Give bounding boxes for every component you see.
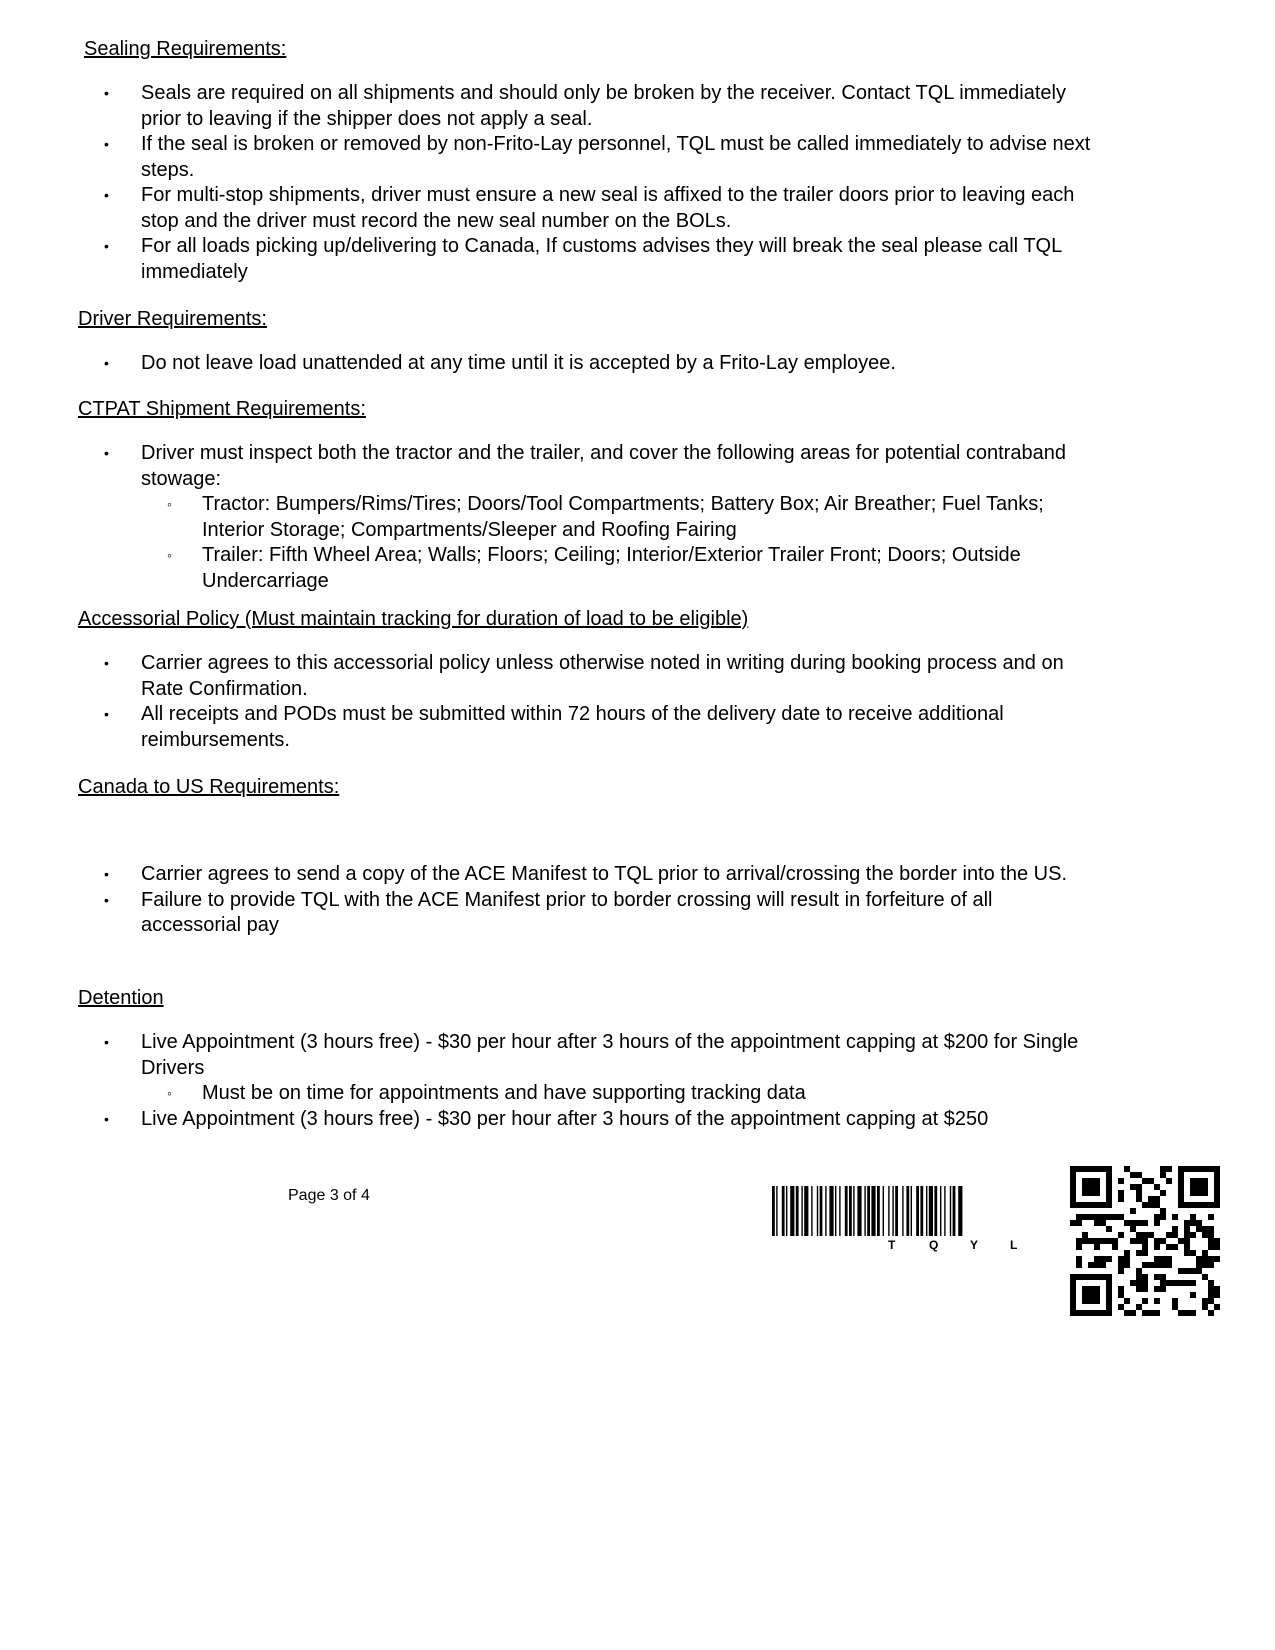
list-item: • Failure to provide TQL with the ACE Manifest prior to border crossing will result in forfeiture of all accessorial pay (78, 888, 1098, 939)
list-item: • For all loads picking up/delivering to Canada, If customs advises they will break the seal please call TQL immediately (78, 234, 1104, 285)
list-item: • Live Appointment (3 hours free) - $30 per hour after 3 hours of the appointment capping at $250 (78, 1107, 1098, 1133)
sub-list-item: ◦ Trailer: Fifth Wheel Area; Walls; Floors; Ceiling; Interior/Exterior Trailer Front; Doors; Outside Undercarriage (78, 543, 1098, 594)
list-item: • Driver must inspect both the tractor and the trailer, and cover the following areas for potential contraband stowage: (78, 441, 1098, 492)
sub-list-item: ◦ Must be on time for appointments and have supporting tracking data (78, 1081, 1098, 1107)
section-heading: Canada to US Requirements: (78, 776, 340, 798)
section-sealing (84, 36, 1104, 285)
list-item: • For multi-stop shipments, driver must ensure a new seal is affixed to the trailer doors prior to leaving each stop and the driver must record the new seal number on the BOLs. (78, 183, 1104, 234)
bullet-list (78, 351, 1098, 377)
sub-list-item: ◦ Tractor: Bumpers/Rims/Tires; Doors/Tool Compartments; Battery Box; Air Breather; Fuel Tanks; Interior Storage; Compartments/Sleeper and Roofing Fairing (78, 492, 1098, 543)
bullet-list (78, 651, 1098, 753)
list-item: • Carrier agrees to send a copy of the ACE Manifest to TQL prior to arrival/crossing the border into the US. (78, 862, 1098, 888)
barcode-char: L (1010, 1238, 1018, 1252)
list-item: • All receipts and PODs must be submitted within 72 hours of the delivery date to receive additional reimbursements. (78, 702, 1098, 753)
list-item: • If the seal is broken or removed by non-Frito-Lay personnel, TQL must be called immediately to advise next steps. (78, 132, 1104, 183)
bullet-list (78, 1030, 1098, 1132)
bullet-list (78, 862, 1098, 939)
section-canada-us (78, 774, 1098, 939)
barcode-char: T (888, 1238, 896, 1252)
section-heading: CTPAT Shipment Requirements: (78, 398, 366, 420)
section-heading: Accessorial Policy (Must maintain tracking for duration of load to be eligible) (78, 608, 749, 630)
section-heading: Sealing Requirements: (84, 38, 287, 60)
bullet-list (78, 441, 1098, 594)
list-item: • Seals are required on all shipments and should only be broken by the receiver. Contact TQL immediately prior to leaving if the shipper does not apply a seal. (78, 81, 1104, 132)
section-accessorial (78, 606, 1098, 753)
list-item: • Do not leave load unattended at any time until it is accepted by a Frito-Lay employee. (78, 351, 1098, 377)
section-heading: Driver Requirements: (78, 308, 267, 330)
qr-code-image (1070, 1166, 1220, 1316)
page-number: Page 3 of 4 (288, 1187, 370, 1204)
section-heading: Detention (78, 987, 164, 1009)
section-ctpat (78, 396, 1098, 594)
barcode-char: Q (929, 1238, 939, 1252)
list-item: • Carrier agrees to this accessorial policy unless otherwise noted in writing during booking process and on Rate Confirmation. (78, 651, 1098, 702)
barcode-char: Y (970, 1238, 979, 1252)
section-detention (78, 985, 1098, 1132)
bullet-list (78, 81, 1104, 285)
section-driver (78, 306, 1098, 377)
barcode-image (772, 1186, 1062, 1236)
list-item: • Live Appointment (3 hours free) - $30 per hour after 3 hours of the appointment capping at $200 for Single Drivers (78, 1030, 1098, 1081)
